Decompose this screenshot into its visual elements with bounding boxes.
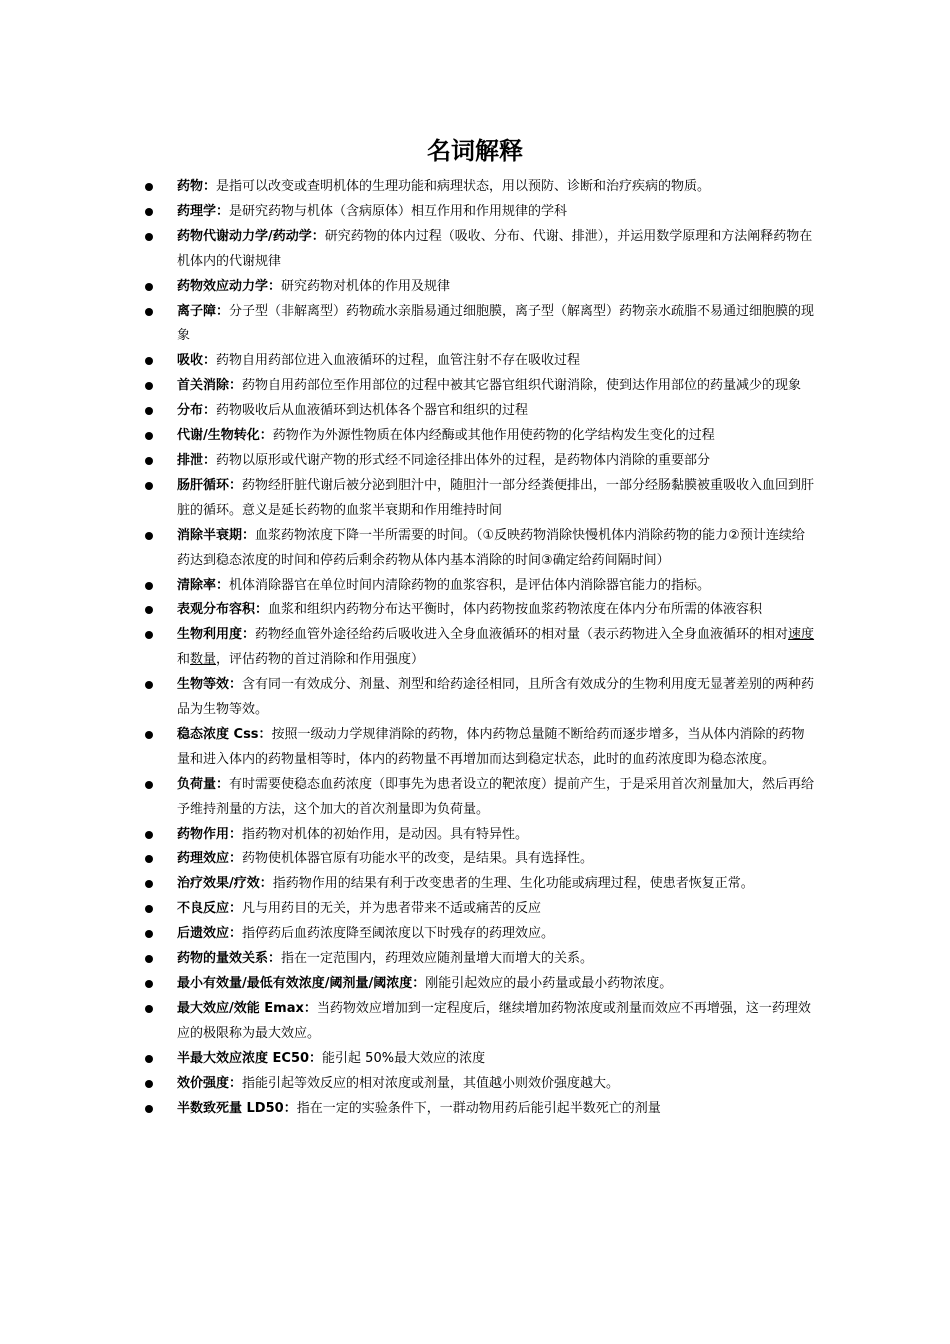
term-item-pharmacological-effect (143, 847, 815, 872)
term-name: 生物等效： (177, 677, 243, 693)
term-definition: 刚能引起效应的最小药量或最小药物浓度。 (425, 976, 673, 991)
term-definition: 药物自用药部位进入血液循环的过程，血管注射不存在吸收过程 (216, 353, 581, 369)
term-definition: 药物以原形或代谢产物的形式经不同途径排出体外的过程，是药物体内消除的重要部分 (216, 452, 711, 468)
bullet-icon (145, 1080, 153, 1088)
bullet-icon (145, 482, 153, 490)
term-definition: 药物作为外源性物质在体内经酶或其他作用使药物的化学结构发生变化的过程 (272, 428, 715, 444)
term-item-pharmacokinetics (143, 225, 815, 275)
term-item-ec50 (143, 1047, 815, 1072)
term-definition-part: 和 (177, 652, 191, 668)
term-item-volume-distribution (143, 598, 815, 623)
term-name: 肠肝循环： (177, 477, 243, 493)
term-name: 首关消除： (177, 378, 243, 394)
bullet-icon (145, 432, 153, 440)
term-name: 代谢/生物转化： (177, 428, 273, 444)
term-definition: 机体消除器官在单位时间内清除药物的血浆容积，是评估体内消除器官能力的指标。 (229, 577, 711, 593)
bullet-icon (145, 905, 153, 913)
bullet-icon (145, 631, 153, 639)
bullet-icon (145, 831, 153, 839)
term-definition: 当药物效应增加到一定程度后，继续增加药物浓度或剂量而效应不再增强，这一药理效应的极限称为最大效应。 (177, 1000, 811, 1041)
term-definition: 指在一定的实验条件下，一群动物用药后能引起半数死亡的剂量 (296, 1100, 661, 1116)
term-definition: 有时需要使稳态血药浓度（即事先为患者设立的靶浓度）提前产生，于是采用首次剂量加大，然后再给予维持剂量的方法，这个加大的首次剂量即为负荷量。 (177, 776, 815, 817)
term-item-enterohepatic (143, 474, 815, 524)
term-item-dose-effect (143, 947, 815, 972)
term-item-first-pass (143, 374, 815, 399)
term-item-therapeutic-effect (143, 872, 815, 897)
term-item-pharmacology (143, 200, 815, 225)
term-definition: 分子型（非解离型）药物疏水亲脂易通过细胞膜，离子型（解离型）药物亲水疏脂不易通过细胞膜的现象 (177, 303, 815, 344)
term-name: 排泄： (177, 452, 217, 468)
bullet-icon (145, 208, 153, 216)
bullet-icon (145, 283, 153, 291)
term-definition: 是研究药物与机体（含病原体）相互作用和作用规律的学科 (229, 203, 568, 219)
term-name: 吸收： (177, 353, 217, 369)
term-name: 半最大效应浓度 EC50： (177, 1050, 323, 1066)
term-item-bioequivalence (143, 673, 815, 723)
term-item-steady-state (143, 723, 815, 773)
term-definition-part: ，评估药物的首过消除和作用强度） (216, 652, 425, 668)
bullet-icon (145, 582, 153, 590)
bullet-icon (145, 880, 153, 888)
term-name: 清除率： (177, 577, 230, 593)
bullet-icon (145, 407, 153, 415)
term-definition: 凡与用药目的无关，并为患者带来不适或痛苦的反应 (242, 901, 542, 917)
term-name: 药物代谢动力学/药动学： (177, 228, 325, 244)
term-item-ion-trapping (143, 300, 815, 350)
bullet-icon (145, 1005, 153, 1013)
term-definition: 含有同一有效成分、剂量、剂型和给药途径相同，且所含有效成分的生物利用度无显著差别的两种药品为生物等效。 (177, 677, 815, 718)
bullet-icon (145, 1055, 153, 1063)
term-definition: 能引起 50%最大效应的浓度 (322, 1050, 486, 1066)
bullet-icon (145, 731, 153, 739)
term-definition-part: 药物经血管外途径给药后吸收进入全身血液循环的相对量（表示药物进入全身血液循环的相对 (255, 627, 789, 643)
bullet-icon (145, 382, 153, 390)
term-name: 最大效应/效能 Emax： (177, 1000, 317, 1016)
term-name: 药理学： (177, 203, 230, 219)
term-definition: 药物自用药部位至作用部位的过程中被其它器官组织代谢消除，使到达作用部位的药量减少的现象 (242, 378, 802, 394)
term-name: 治疗效果/疗效： (177, 876, 273, 892)
term-name: 药物作用： (177, 826, 243, 842)
term-definition: 指能引起等效反应的相对浓度或剂量，其值越小则效价强度越大。 (242, 1075, 620, 1091)
term-definition: 药物吸收后从血液循环到达机体各个器官和组织的过程 (216, 403, 529, 419)
bullet-icon (145, 781, 153, 789)
term-item-threshold-dose (143, 972, 815, 997)
term-definition: 按照一级动力学规律消除的药物，体内药物总量随不断给药而逐步增多，当从体内消除的药物量和进入体内的药物量相等时，体内的药物量不再增加而达到稳定状态，此时的血药浓度即为稳态浓度。 (177, 726, 805, 767)
term-item-ld50 (143, 1097, 815, 1122)
term-item-metabolism (143, 424, 815, 449)
bullet-icon (145, 681, 153, 689)
bullet-icon (145, 1105, 153, 1113)
term-definition: 血浆药物浓度下降一半所需要的时间。（①反映药物消除快慢机体内消除药物的能力②预计连续给药达到稳态浓度的时间和停药后剩余药物从体内基本消除的时间③确定给药间隔时间） (177, 527, 805, 568)
term-item-half-life (143, 524, 815, 574)
bullet-icon (145, 233, 153, 241)
bullet-icon (145, 183, 153, 191)
term-name: 效价强度： (177, 1075, 243, 1091)
term-name: 负荷量： (177, 776, 230, 792)
term-definition: 药物使机体器官原有功能水平的改变，是结果。具有选择性。 (242, 851, 594, 867)
page-title: 名词解释 (427, 137, 523, 165)
term-item-adverse-reaction (143, 897, 815, 922)
bullet-icon (145, 606, 153, 614)
bullet-icon (145, 357, 153, 365)
term-definition: 指在一定范围内，药理效应随剂量增大而增大的关系。 (281, 951, 594, 967)
term-item-drug-action (143, 823, 815, 848)
term-definition: 指药物作用的结果有利于改变患者的生理、生化功能或病理过程，使患者恢复正常。 (272, 876, 754, 892)
bullet-icon (145, 855, 153, 863)
term-item-absorption (143, 349, 815, 374)
bullet-icon (145, 308, 153, 316)
term-name: 半数致死量 LD50： (177, 1100, 297, 1116)
term-definition: 指药物对机体的初始作用，是动因。具有特异性。 (242, 826, 529, 842)
term-item-pharmacodynamics (143, 275, 815, 300)
bullet-icon (145, 457, 153, 465)
term-name: 最小有效量/最低有效浓度/阈剂量/阈浓度： (177, 976, 426, 991)
term-item-emax (143, 997, 815, 1047)
term-definition: 指停药后血药浓度降至阈浓度以下时残存的药理效应。 (242, 926, 555, 942)
term-item-loading-dose (143, 773, 815, 823)
term-name: 表观分布容积： (177, 602, 269, 618)
bullet-icon (145, 955, 153, 963)
term-definition: 研究药物的体内过程（吸收、分布、代谢、排泄），并运用数学原理和方法阐释药物在机体内的代谢规律 (177, 228, 813, 269)
term-item-clearance (143, 574, 815, 599)
bullet-icon (145, 930, 153, 938)
term-item-drug (143, 175, 815, 200)
term-definition: 药物经肝脏代谢后被分泌到胆汁中，随胆汁一部分经粪便排出，一部分经肠黏膜被重吸收入血回到肝脏的循环。意义是延长药物的血浆半衰期和作用维持时间 (177, 477, 815, 518)
term-item-residual-effect (143, 922, 815, 947)
term-name: 离子障： (177, 303, 230, 319)
term-name: 药物的量效关系： (177, 951, 282, 967)
term-name: 药物效应动力学： (177, 278, 282, 294)
bullet-icon (145, 980, 153, 988)
term-name: 分布： (177, 403, 217, 419)
term-item-potency (143, 1072, 815, 1097)
term-name: 稳态浓度 Css： (177, 726, 272, 742)
term-name: 生物利用度： (177, 627, 256, 643)
term-name: 不良反应： (177, 901, 243, 917)
term-definition: 研究药物对机体的作用及规律 (281, 278, 451, 294)
term-definition: 是指可以改变或查明机体的生理功能和病理状态，用以预防、诊断和治疗疾病的物质。 (216, 179, 711, 194)
term-list (143, 175, 815, 1121)
term-definition: 血浆和组织内药物分布达平衡时，体内药物按血浆药物浓度在体内分布所需的体液容积 (268, 602, 763, 618)
bullet-icon (145, 532, 153, 540)
term-item-distribution (143, 399, 815, 424)
term-item-excretion (143, 449, 815, 474)
underlined-word-speed: 速度 (788, 627, 815, 643)
term-name: 消除半衰期： (177, 527, 256, 543)
term-name: 药物： (177, 179, 217, 194)
term-name: 药理效应： (177, 851, 243, 867)
term-name: 后遗效应： (177, 926, 243, 942)
term-item-bioavailability (143, 623, 815, 673)
underlined-word-amount: 数量 (190, 652, 217, 668)
